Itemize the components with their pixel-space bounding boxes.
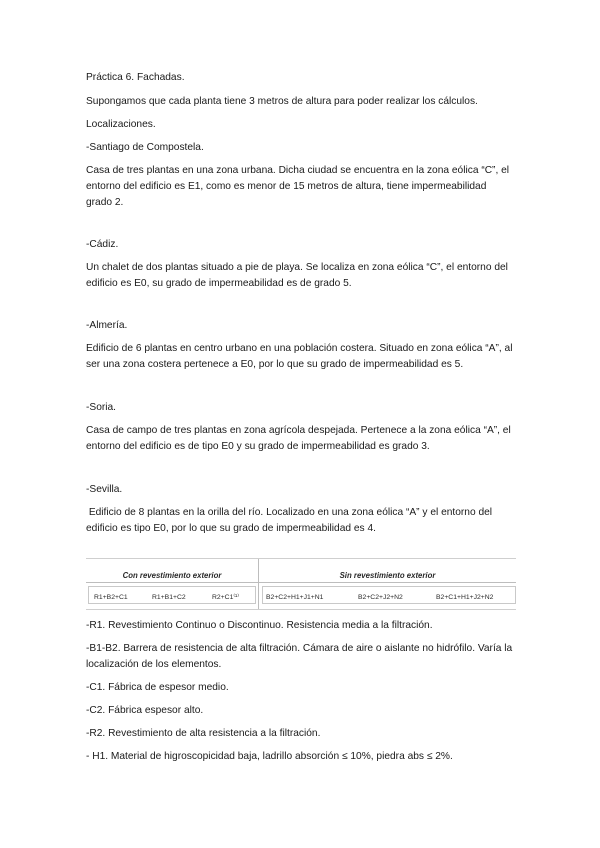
definition-item: -C2. Fábrica espesor alto. [86, 705, 204, 716]
table-column-divider [258, 559, 259, 609]
definition-item: -R2. Revestimiento de alta resistencia a la filtración. [86, 728, 321, 739]
location-name-almeria: -Almería. [86, 320, 128, 331]
table-cell: R1+B2+C1 [94, 594, 128, 601]
location-text-line: Edificio de 8 plantas en la orilla del río. Localizado en una zona eólica “A” y el entorno del [86, 507, 493, 518]
table-cell: R2+C1⁽¹⁾ [212, 594, 239, 601]
location-text-line: edificio es E0, su grado de impermeabilidad es de grado 5. [86, 278, 352, 289]
table-cell: R1+B1+C2 [152, 594, 186, 601]
definition-item: - H1. Material de higroscopicidad baja, ladrillo absorción ≤ 10%, piedra abs ≤ 2%. [86, 751, 453, 762]
location-text-line: Edificio de 6 plantas en centro urbano en una población costera. Situado en zona eólica “A”, al [86, 343, 513, 354]
intro-paragraph: Supongamos que cada planta tiene 3 metros de altura para poder realizar los cálculos. [86, 96, 478, 107]
location-text-line: edificio es tipo E0, por lo que su grado de impermeabilidad es 4. [86, 523, 376, 534]
location-text-line: grado 2. [86, 197, 124, 208]
table-cell: B2+C1+H1+J2+N2 [436, 594, 494, 601]
location-text-line: Casa de tres plantas en una zona urbana. Dicha ciudad se encuentra en la zona eólica “C”, el [86, 165, 510, 176]
definition-item: -B1-B2. Barrera de resistencia de alta filtración. Cámara de aire o aislante no hidrófilo. Varía la [86, 643, 513, 654]
facade-composition-table [86, 558, 516, 610]
location-text-line: entorno del edificio es de tipo E0 y su grado de impermeabilidad es grado 3. [86, 441, 430, 452]
table-cell: B2+C2+H1+J1+N1 [266, 594, 324, 601]
location-text-line: Un chalet de dos plantas situado a pie de playa. Se localiza en zona eólica “C”, el entorno del [86, 262, 508, 273]
location-name-santiago: -Santiago de Compostela. [86, 142, 204, 153]
location-name-sevilla: -Sevilla. [86, 484, 123, 495]
location-name-soria: -Soria. [86, 402, 117, 413]
table-header-with-cladding: Con revestimiento exterior [122, 571, 222, 580]
definition-item: -R1. Revestimiento Continuo o Discontinuo. Resistencia media a la filtración. [86, 620, 433, 631]
section-heading: Localizaciones. [86, 119, 156, 130]
document-title: Práctica 6. Fachadas. [86, 72, 185, 83]
definition-item: localización de los elementos. [86, 659, 222, 670]
table-header-without-cladding: Sin revestimiento exterior [339, 571, 436, 580]
table-cell: B2+C2+J2+N2 [358, 594, 403, 601]
location-text-line: Casa de campo de tres plantas en zona agrícola despejada. Pertenece a la zona eólica “A”, el [86, 425, 511, 436]
table-divider [86, 582, 516, 583]
definition-item: -C1. Fábrica de espesor medio. [86, 682, 229, 693]
location-text-line: entorno del edificio es E1, como es menor de 15 metros de altura, tiene impermeabilidad [86, 181, 487, 192]
location-text-line: ser una zona costera pertenece a E0, por lo que su grado de impermeabilidad es 5. [86, 359, 464, 370]
location-name-cadiz: -Cádiz. [86, 239, 119, 250]
